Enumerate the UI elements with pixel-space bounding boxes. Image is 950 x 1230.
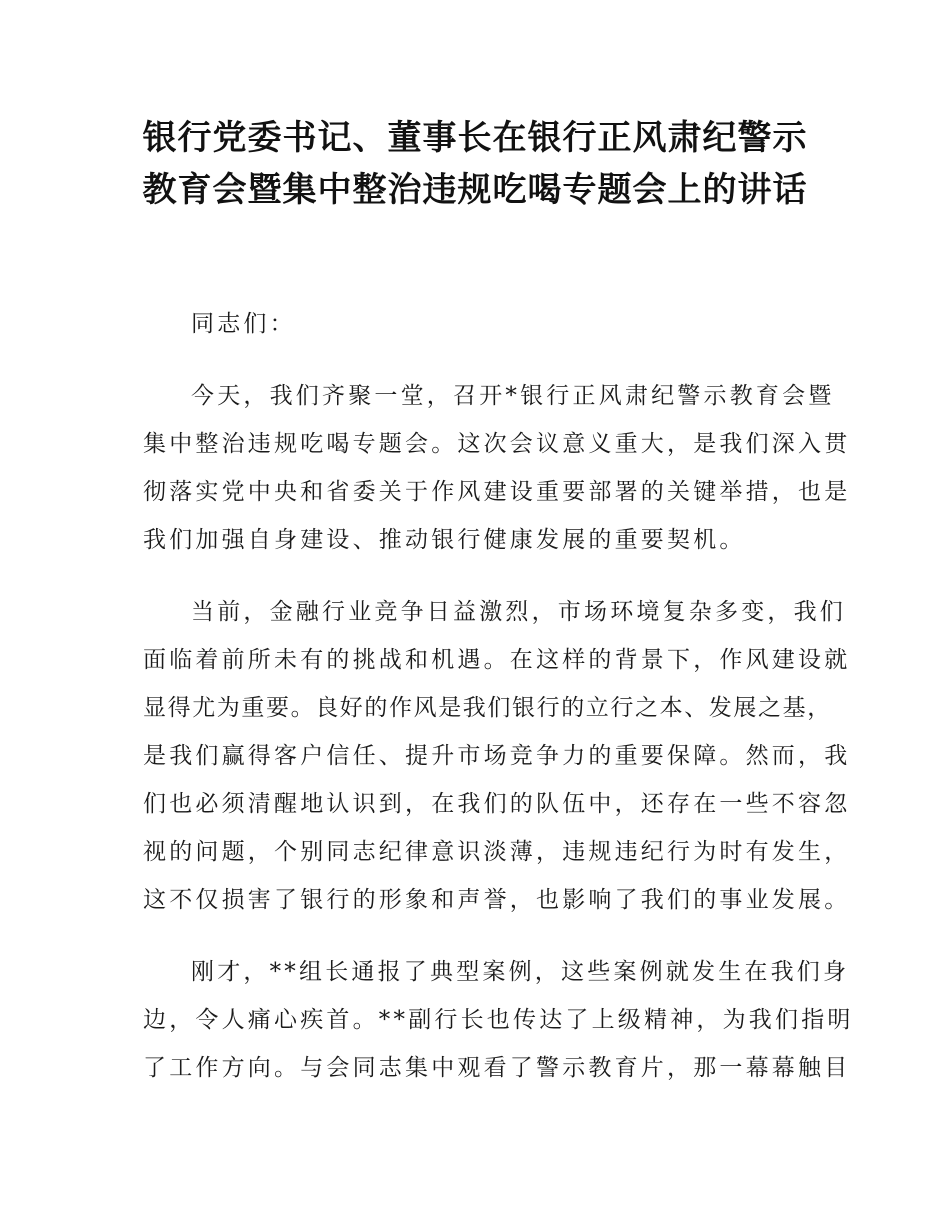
document-body xyxy=(143,300,854,1092)
paragraph-line: 边，令人痛心疾首。**副行长也传达了上级精神，为我们指明 xyxy=(143,1007,854,1033)
paragraph-2 xyxy=(143,588,851,924)
paragraph-line: 刚才，**组长通报了典型案例，这些案例就发生在我们身 xyxy=(191,959,850,985)
paragraph-line: 当前，金融行业竞争日益激烈，市场环境复杂多变，我们 xyxy=(191,599,846,625)
title-line-1: 银行党委书记、董事长在银行正风肃纪警示 xyxy=(142,118,808,158)
paragraph-line: 视的问题，个别同志纪律意识淡薄，违规违纪行为时有发生， xyxy=(143,839,851,865)
title-line-2: 教育会暨集中整治违规吃喝专题会上的讲话 xyxy=(142,170,808,210)
paragraph-gap xyxy=(143,564,815,588)
paragraph-1 xyxy=(143,372,851,564)
paragraph-gap xyxy=(143,924,815,948)
paragraph-line: 面临着前所未有的挑战和机遇。在这样的背景下，作风建设就 xyxy=(143,647,851,673)
document-title xyxy=(0,112,950,216)
paragraph-line: 集中整治违规吃喝专题会。这次会议意义重大，是我们深入贯 xyxy=(143,431,851,457)
paragraph-line: 了工作方向。与会同志集中观看了警示教育片，那一幕幕触目 xyxy=(143,1055,851,1081)
paragraph-line: 彻落实党中央和省委关于作风建设重要部署的关键举措，也是 xyxy=(143,479,851,505)
paragraph-line: 我们加强自身建设、推动银行健康发展的重要契机。 xyxy=(143,527,746,553)
paragraph-line: 们也必须清醒地认识到，在我们的队伍中，还存在一些不容忽 xyxy=(143,791,851,817)
paragraph-line: 这不仅损害了银行的形象和声誉，也影响了我们的事业发展。 xyxy=(143,887,851,913)
paragraph-line: 显得尤为重要。良好的作风是我们银行的立行之本、发展之基， xyxy=(143,695,832,721)
paragraph-line: 今天，我们齐聚一堂，召开*银行正风肃纪警示教育会暨 xyxy=(191,383,835,409)
salutation: 同志们： xyxy=(191,311,296,337)
paragraph-3 xyxy=(143,948,854,1092)
paragraph-gap xyxy=(143,348,815,372)
paragraph-line: 是我们赢得客户信任、提升市场竞争力的重要保障。然而，我 xyxy=(143,743,851,769)
